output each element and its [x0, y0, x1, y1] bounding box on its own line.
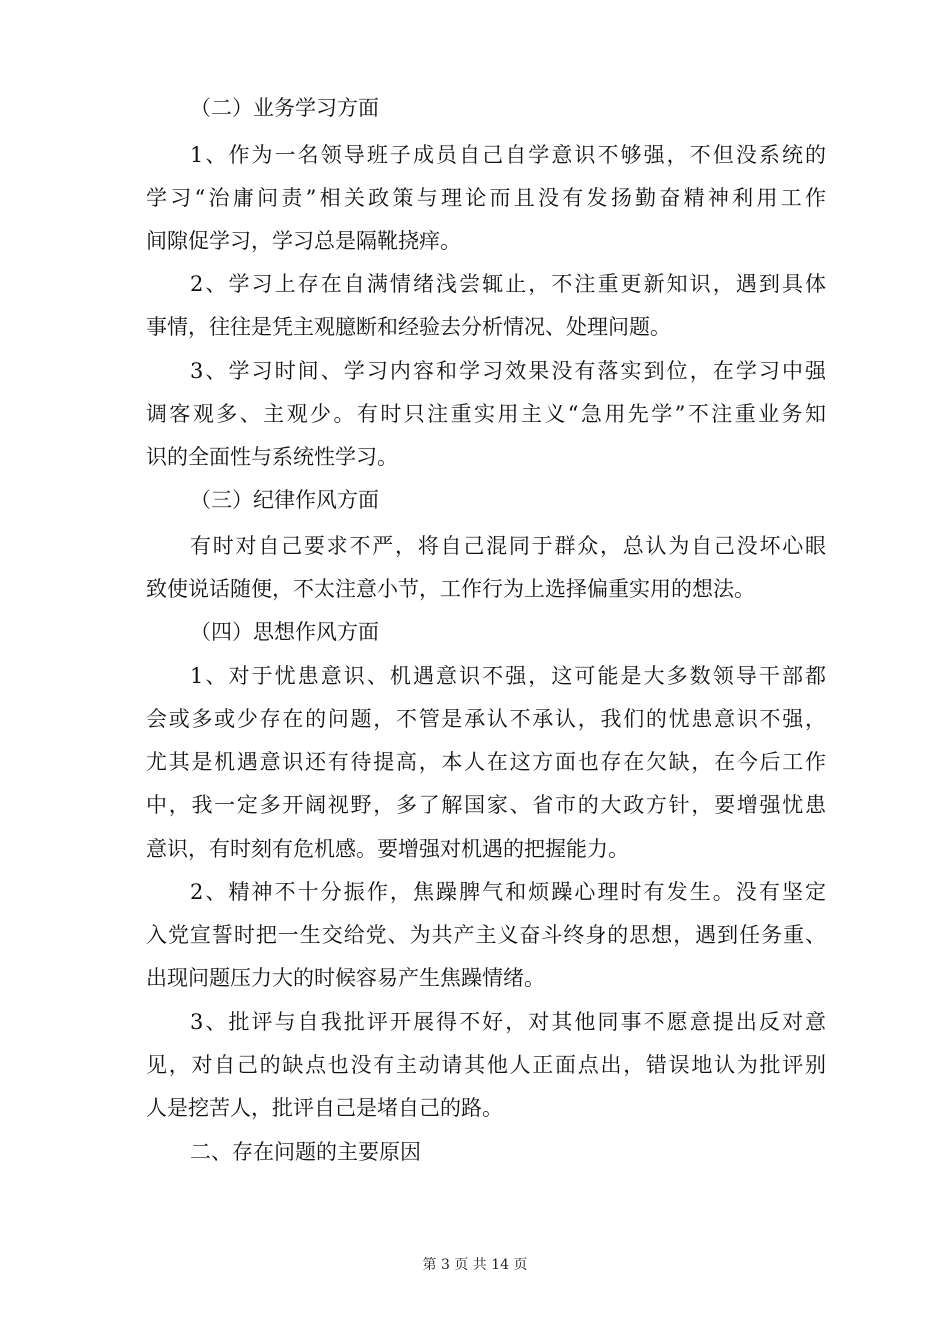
paragraph-line: 2、学习上存在自满情绪浅尝辄止，不注重更新知识，遇到具体	[190, 272, 826, 296]
paragraph-line: 有时对自己要求不严，将自己混同于群众，总认为自己没坏心眼	[190, 534, 826, 558]
paragraph-line: 3、学习时间、学习内容和学习效果没有落实到位，在学习中强	[190, 359, 826, 383]
paragraph-line: 3、批评与自我批评开展得不好，对其他同事不愿意提出反对意	[190, 1010, 826, 1034]
paragraph-line: 间隙促学习，学习总是隔靴挠痒。	[146, 229, 461, 253]
paragraph-line: 2、精神不十分振作，焦躁脾气和烦躁心理时有发生。没有坚定	[190, 880, 826, 904]
page-number-footer: 第 3 页 共 14 页	[422, 1257, 528, 1273]
section-heading-business-study: （二）业务学习方面	[190, 96, 379, 120]
section-heading-discipline: （三）纪律作风方面	[190, 488, 379, 512]
paragraph-line: 1、对于忧患意识、机遇意识不强，这可能是大多数领导干部都	[190, 664, 826, 688]
paragraph-line: 人是挖苦人，批评自己是堵自己的路。	[146, 1096, 503, 1120]
paragraph-line: 致使说话随便，不太注意小节，工作行为上选择偏重实用的想法。	[146, 577, 755, 601]
paragraph-line: 调客观多、主观少。有时只注重实用主义“急用先学”不注重业务知	[146, 402, 826, 426]
paragraph-line: 意识，有时刻有危机感。要增强对机遇的把握能力。	[146, 837, 629, 861]
paragraph-line: 见，对自己的缺点也没有主动请其他人正面点出，错误地认为批评别	[146, 1053, 826, 1077]
section-heading-main-reasons: 二、存在问题的主要原因	[190, 1140, 421, 1164]
paragraph-line: 出现问题压力大的时候容易产生焦躁情绪。	[146, 966, 545, 990]
paragraph-line: 学习“治庸问责”相关政策与理论而且没有发扬勤奋精神利用工作	[146, 186, 826, 210]
paragraph-line: 中，我一定多开阔视野，多了解国家、省市的大政方针，要增强忧患	[146, 793, 826, 817]
section-heading-thought-style: （四）思想作风方面	[190, 620, 379, 644]
paragraph-line: 尤其是机遇意识还有待提高，本人在这方面也存在欠缺，在今后工作	[146, 750, 826, 774]
paragraph-line: 识的全面性与系统性学习。	[146, 445, 398, 469]
paragraph-line: 1、作为一名领导班子成员自己自学意识不够强，不但没系统的	[190, 143, 826, 167]
paragraph-line: 会或多或少存在的问题，不管是承认不承认，我们的忧患意识不强，	[146, 707, 826, 731]
paragraph-line: 入党宣誓时把一生交给党、为共产主义奋斗终身的思想，遇到任务重、	[146, 923, 826, 947]
paragraph-line: 事情，往往是凭主观臆断和经验去分析情况、处理问题。	[146, 315, 671, 339]
